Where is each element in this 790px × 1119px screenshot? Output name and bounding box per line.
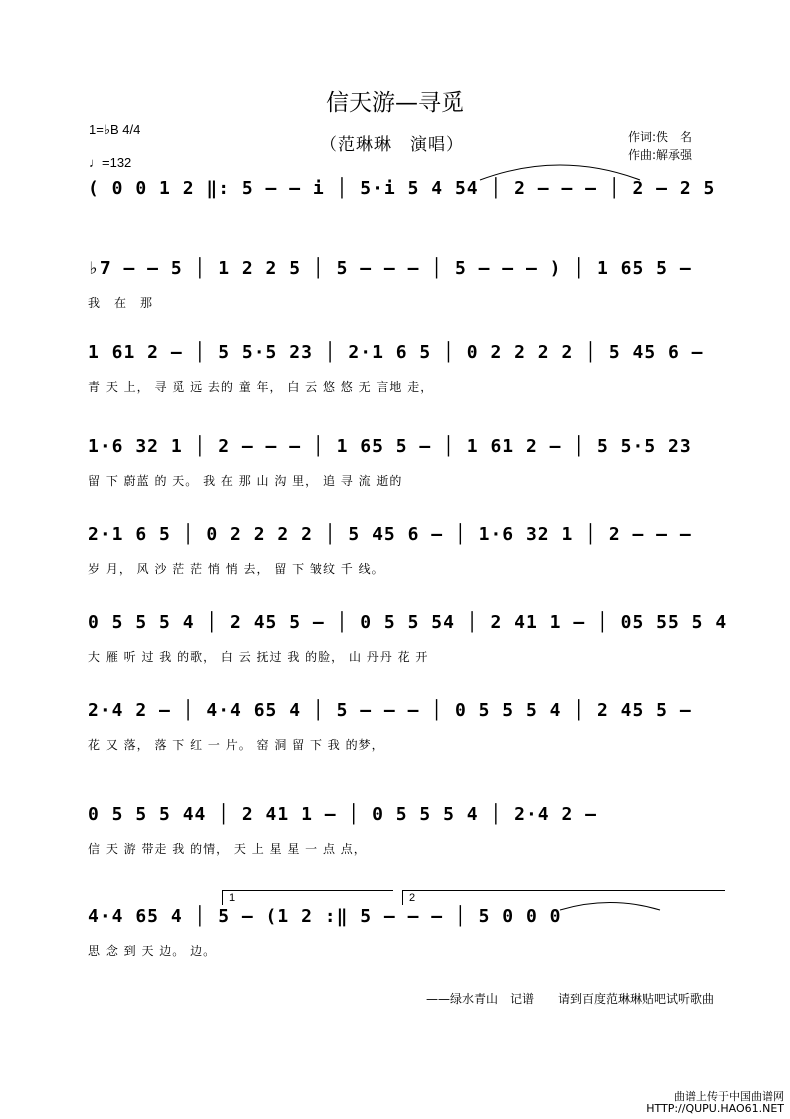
watermark-line2: HTTP://QUPU.HAO61.NET (646, 1102, 784, 1115)
lyrics-line: 我 在 那 (88, 296, 154, 310)
notation-numbers: 0 5 5 5 4 │ 2 45 5 – │ 0 5 5 54 │ 2 41 1 – │ 05 55 5 4 (88, 612, 728, 633)
lyrics-line: 思 念 到 天 边。 边。 (88, 944, 217, 958)
notation-numbers: 2·1 6 5 │ 0 2 2 2 2 │ 5 45 6 – │ 1·6 32 1 │ 2 – – – (88, 524, 692, 545)
notation-numbers: 1 61 2 – │ 5 5·5 23 │ 2·1 6 5 │ 0 2 2 2 2 │ 5 45 6 – (88, 342, 704, 363)
second-ending-number: 2 (409, 892, 416, 904)
lyrics-line: 信 天 游 带走 我 的情， 天 上 星 星 一 点 点， (88, 842, 367, 856)
composer-credit: 作曲:解承强 (628, 148, 693, 162)
site-watermark (646, 1091, 784, 1115)
watermark-line1: 曲谱上传于中国曲谱网 (674, 1090, 784, 1103)
lyrics-line: 岁 月， 风 沙 茫 茫 悄 悄 去， 留 下 皱纹 千 线。 (88, 562, 385, 576)
notation-numbers: 4·4 65 4 │ 5 – (1 2 :‖ 5 – – – │ 5 0 0 0 (88, 906, 562, 927)
lyrics-line: 青 天 上， 寻 觅 远 去的 童 年， 白 云 悠 悠 无 言地 走， (88, 380, 434, 394)
first-ending-number: 1 (229, 892, 236, 904)
lyrics-line: 花 又 落， 落 下 红 一 片。 窑 洞 留 下 我 的梦， (88, 738, 385, 752)
lyrics-line: 留 下 蔚蓝 的 天。 我 在 那 山 沟 里， 追 寻 流 逝的 (88, 474, 403, 488)
transcriber-credit: ——绿水青山 记谱 请到百度范琳琳贴吧试听歌曲 (426, 992, 715, 1006)
notation-numbers: ( 0 0 1 2 ‖: 5 – – i │ 5·i 5 4 54 │ 2 – – – │ 2 – 2 5 (88, 178, 716, 199)
notation-numbers: 1·6 32 1 │ 2 – – – │ 1 65 5 – │ 1 61 2 – │ 5 5·5 23 (88, 436, 692, 457)
notation-numbers: 0 5 5 5 44 │ 2 41 1 – │ 0 5 5 5 4 │ 2·4 2 – (88, 804, 597, 825)
key-signature: 1=♭B 4/4 (89, 122, 141, 137)
notation-numbers: ♭7 – – 5 │ 1 2 2 5 │ 5 – – – │ 5 – – – ) │ 1 65 5 – (88, 258, 692, 279)
tie-arc-ending (560, 903, 660, 911)
score-title: 信天游—寻觅 (326, 90, 464, 116)
score-subtitle: （范琳琳 演唱） (320, 135, 464, 155)
lyrics-line: 大 雁 听 过 我 的歌， 白 云 抚过 我 的脸， 山 丹丹 花 开 (88, 650, 429, 664)
tempo-marking: ♩=132 (89, 155, 132, 170)
lyricist-credit: 作词:佚 名 (628, 130, 693, 144)
notation-numbers: 2·4 2 – │ 4·4 65 4 │ 5 – – – │ 0 5 5 5 4 │ 2 45 5 – (88, 700, 692, 721)
tie-arc (480, 165, 640, 180)
